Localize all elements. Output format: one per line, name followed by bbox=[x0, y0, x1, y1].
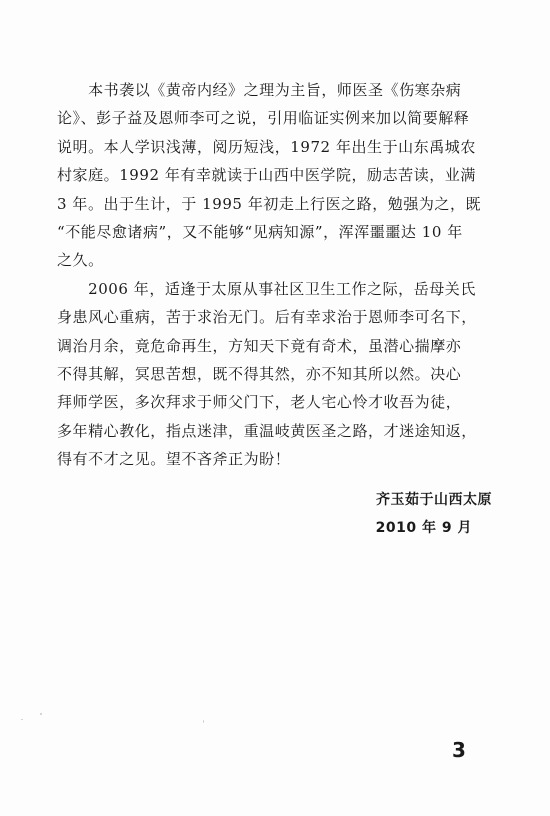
text-line: 3 年。出于生计，于 1995 年初走上行医之路，勉强为之，既 bbox=[57, 194, 482, 213]
signature-date: 2010 年 9 月 bbox=[375, 520, 472, 536]
text-line: 2006 年，适逢于太原从事社区卫生工作之际，岳母关氏 bbox=[57, 279, 476, 298]
text-line: 说明。本人学识浅薄，阅历短浅，1972 年出生于山东禹城农 bbox=[57, 137, 476, 156]
page-number: 3 bbox=[452, 738, 466, 762]
text-line: 论》、彭子益及恩师李可之说，引用临证实例来加以简要解释 bbox=[57, 109, 470, 128]
paragraph-1 bbox=[57, 76, 497, 275]
scan-speck bbox=[21, 719, 23, 720]
scan-speck bbox=[203, 720, 204, 723]
text-line: 本书袭以《黄帝内经》之理为主旨，师医圣《伤寒杂病 bbox=[57, 81, 462, 99]
text-line: 得有不才之见。望不吝斧正为盼！ bbox=[57, 450, 291, 469]
text-line: 村家庭。1992 年有幸就读于山西中医学院，励志苦读，业满 bbox=[57, 166, 476, 185]
text-line: 拜师学医，多次拜求于师父门下，老人宅心怜才收吾为徒， bbox=[57, 393, 462, 412]
text-line: 之久。 bbox=[57, 251, 104, 270]
text-line: “不能尽愈诸病”，又不能够“见病知源”，浑浑噩噩达 10 年 bbox=[57, 222, 463, 241]
text-line: 身患风心重病，苦于求治无门。后有幸求治于恩师李可名下， bbox=[57, 308, 477, 327]
paragraph-2 bbox=[57, 275, 497, 474]
preface-body bbox=[57, 76, 497, 473]
signature-block bbox=[376, 486, 492, 542]
text-line: 不得其解，冥思苦想，既不得其然，亦不知其所以然。决心 bbox=[57, 364, 462, 383]
scan-speck bbox=[40, 713, 42, 715]
author-signature: 齐玉茹于山西太原 bbox=[376, 492, 492, 508]
text-line: 多年精心教化，指点迷津，重温岐黄医圣之路，才迷途知返， bbox=[57, 421, 477, 440]
text-line: 调治月余，竟危命再生，方知天下竟有奇术，虽潜心揣摩亦 bbox=[57, 336, 462, 355]
